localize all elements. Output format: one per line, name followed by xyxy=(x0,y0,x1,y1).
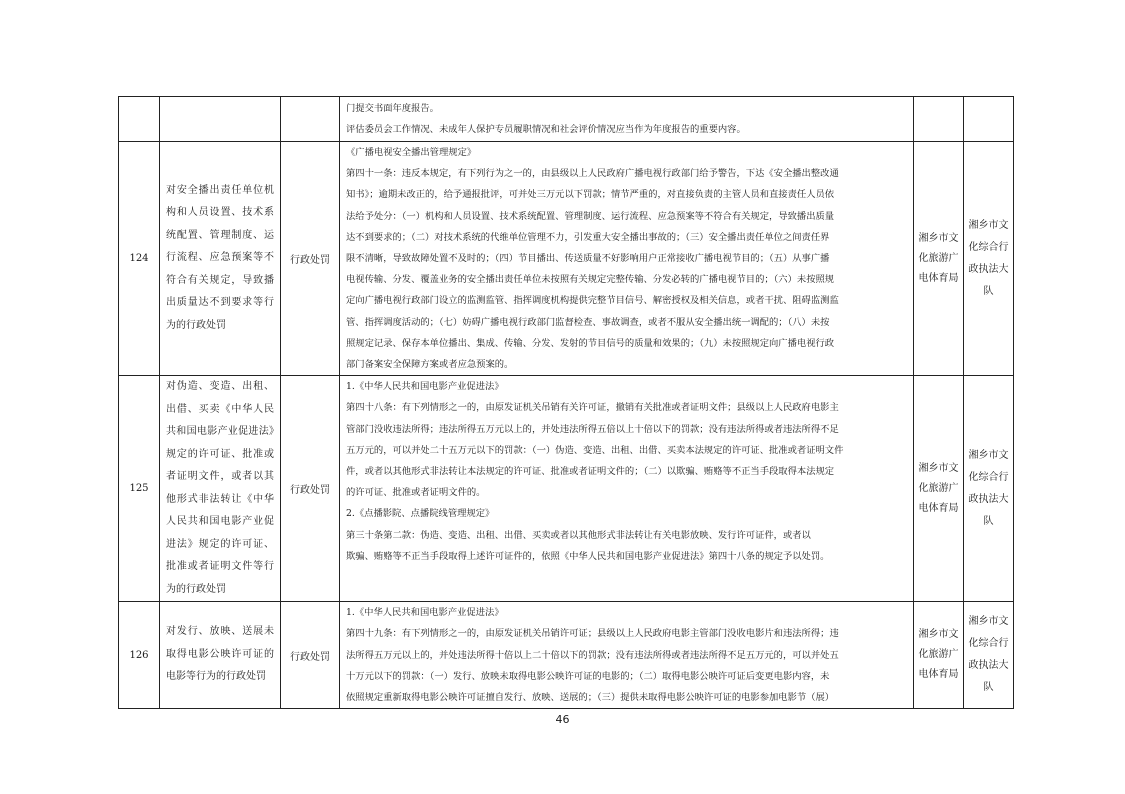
implementing-department: 湘乡市文化旅游广电体育局 xyxy=(914,376,964,602)
basis-line: 法给予处分：（一）机构和人员设置、技术系统配置、管理制度、运行流程、应急预案等不符合有关规定，导致播出质量 xyxy=(346,210,835,222)
basis-line: 管部门没收违法所得；违法所得五万元以上的，并处违法所得五倍以上十倍以下的罚款；没有违法所得或者违法所得不足 xyxy=(346,423,839,435)
item-type: 行政处罚 xyxy=(281,142,340,376)
implementing-department: 湘乡市文化旅游广电体育局 xyxy=(914,602,964,709)
item-name xyxy=(160,97,281,142)
item-number: 125 xyxy=(119,376,160,602)
basis-line: 照规定记录、保存本单位播出、集成、传输、分发、发射的节目信号的质量和效果的；（九）未按照规定向广播电视行政 xyxy=(346,337,835,349)
basis-line: 限不清晰，导致故障处置不及时的；（四）节目播出、传送质量不好影响用户正常接收广播电视节目的；（五）从事广播 xyxy=(346,253,830,265)
basis-line: 依照规定重新取得电影公映许可证擅自发行、放映、送展的；（三）提供未取得电影公映许可证的电影参加电影节（展） xyxy=(346,692,835,704)
basis-line: 门提交书面年度报告。 xyxy=(346,102,439,114)
enforcement-agency: 湘乡市文化综合行政执法大队 xyxy=(964,142,1014,376)
item-name: 对伪造、变造、出租、出借、买卖《中华人民共和国电影产业促进法》规定的许可证、批准或者证明文件，或者以其他形式非法转让《中华人民共和国电影产业促进法》规定的许可证、批准或者证明文件等行为的行政处罚 xyxy=(160,376,281,602)
legal-basis xyxy=(340,376,914,602)
basis-line: 第四十九条：有下列情形之一的，由原发证机关吊销许可证；县级以上人民政府电影主管部门没收电影片和违法所得；违 xyxy=(346,628,839,640)
legal-basis xyxy=(340,602,914,709)
item-type xyxy=(281,97,340,142)
item-type: 行政处罚 xyxy=(281,376,340,602)
implementing-department xyxy=(914,97,964,142)
legal-basis xyxy=(340,97,914,142)
item-name: 对发行、放映、送展未取得电影公映许可证的电影等行为的行政处罚 xyxy=(160,602,281,709)
item-number: 126 xyxy=(119,602,160,709)
basis-line: 知书》；逾期未改正的，给予通报批评，可并处三万元以下罚款；情节严重的，对直接负责的主管人员和直接责任人员依 xyxy=(346,189,835,201)
basis-line: 十万元以下的罚款：（一）发行、放映未取得电影公映许可证的电影的；（二）取得电影公映许可证后变更电影内容，未 xyxy=(346,670,830,682)
enforcement-agency: 湘乡市文化综合行政执法大队 xyxy=(964,376,1014,602)
basis-line: 第三十条第二款：伪造、变造、出租、出借、买卖或者以其他形式非法转让有关电影放映、发行许可证件，或者以 xyxy=(346,529,811,541)
basis-line: 1.《中华人民共和国电影产业促进法》 xyxy=(346,381,504,393)
table-row xyxy=(119,602,1014,709)
basis-line: 达不到要求的；（二）对技术系统的代维单位管理不力，引发重大安全播出事故的；（三）安全播出责任单位之间责任界 xyxy=(346,231,830,243)
basis-line: 第四十一条：违反本规定，有下列行为之一的，由县级以上人民政府广播电视行政部门给予警告，下达《安全播出整改通 xyxy=(346,168,839,180)
basis-line: 1.《中华人民共和国电影产业促进法》 xyxy=(346,607,504,619)
item-name: 对安全播出责任单位机构和人员设置、技术系统配置、管理制度、运行流程、应急预案等不符合有关规定，导致播出质量达不到要求等行为的行政处罚 xyxy=(160,142,281,376)
basis-line: 件，或者以其他形式非法转让本法规定的许可证、批准或者证明文件的；（二）以欺骗、贿赂等不正当手段取得本法规定 xyxy=(346,466,835,478)
penalty-table-body xyxy=(119,97,1014,709)
penalty-table xyxy=(118,96,1014,709)
item-type: 行政处罚 xyxy=(281,602,340,709)
basis-line: 第四十八条：有下列情形之一的，由原发证机关吊销有关许可证，撤销有关批准或者证明文件；县级以上人民政府电影主 xyxy=(346,402,839,414)
basis-line: 的许可证、批准或者证明文件的。 xyxy=(346,487,486,499)
legal-basis xyxy=(340,142,914,376)
basis-line: 法所得五万元以上的，并处违法所得十倍以上二十倍以下的罚款；没有违法所得或者违法所得不足五万元的，可以并处五 xyxy=(346,649,839,661)
basis-line: 《广播电视安全播出管理规定》 xyxy=(346,147,477,158)
basis-line: 评估委员会工作情况、未成年人保护专员履职情况和社会评价情况应当作为年度报告的重要内容。 xyxy=(346,124,746,135)
basis-line: 管、指挥调度活动的；（七）妨碍广播电视行政部门监督检查、事故调查，或者不服从安全播出统一调配的；（八）未按 xyxy=(346,316,830,328)
item-number: 124 xyxy=(119,142,160,376)
basis-line: 部门备案安全保障方案或者应急预案的。 xyxy=(346,359,514,371)
enforcement-agency: 湘乡市文化综合行政执法大队 xyxy=(964,602,1014,709)
basis-line: 欺骗、贿赂等不正当手段取得上述许可证件的，依照《中华人民共和国电影产业促进法》第四十八条的规定予以处罚。 xyxy=(346,550,830,562)
item-number xyxy=(119,97,160,142)
page-number: 46 xyxy=(555,713,570,726)
basis-line: 2.《点播影院、点播院线管理规定》 xyxy=(346,508,495,520)
implementing-department: 湘乡市文化旅游广电体育局 xyxy=(914,142,964,376)
basis-line: 五万元的，可以并处二十五万元以下的罚款：（一）伪造、变造、出租、出借、买卖本法规定的许可证、批准或者证明文件 xyxy=(346,444,844,456)
table-row xyxy=(119,376,1014,602)
basis-line: 电视传输、分发、覆盖业务的安全播出责任单位未按照有关规定完整传输、分发必转的广播电视节目的；（六）未按照规 xyxy=(346,274,835,286)
enforcement-agency xyxy=(964,97,1014,142)
table-row xyxy=(119,142,1014,376)
basis-line: 定向广播电视行政部门设立的监测监管、指挥调度机构提供完整节目信号、解密授权及相关信息，或者干扰、阻碍监测监 xyxy=(346,295,839,307)
table-row xyxy=(119,97,1014,142)
